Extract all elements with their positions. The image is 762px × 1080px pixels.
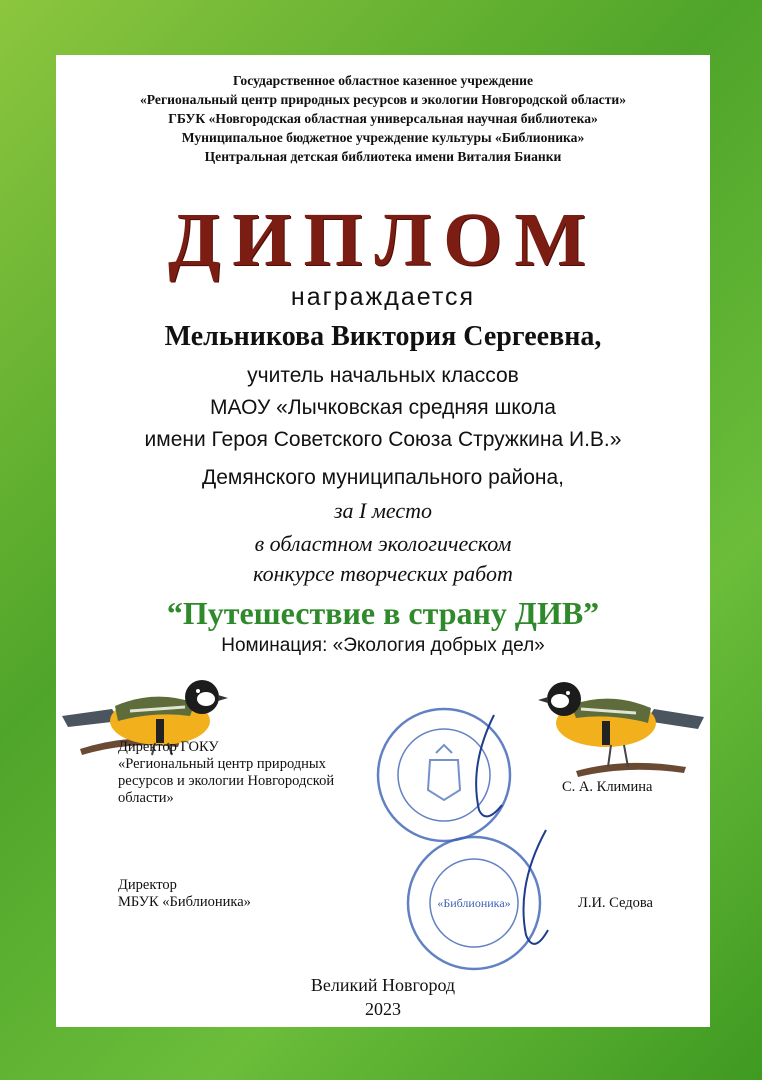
director-mbuk-title [118, 877, 251, 911]
nomination: Номинация: «Экология добрых дел» [221, 635, 545, 656]
signature-line: МБУК «Библионика» [118, 894, 251, 910]
awarded-label: награждается [290, 283, 476, 311]
director-gоku-title [118, 739, 334, 807]
titmouse-right-icon [536, 671, 706, 781]
signature-line: Директор [118, 877, 177, 893]
recipient-name: Мельникова Виктория Сергеевна, [164, 321, 602, 352]
signature-line: Директор ГОКУ [118, 739, 219, 755]
competition-line: в областном экологическом [254, 531, 512, 556]
contest-name: “Путешествие в страну ДИВ” [166, 595, 600, 631]
recipient-detail: имени Героя Советского Союза Стружкина И.В.» [144, 428, 622, 451]
signatory-name: С. А. Климина [562, 779, 653, 795]
signatory-name: Л.И. Седова [578, 895, 653, 911]
biblionika-stamp-icon [396, 825, 556, 975]
city: Великий Новгород [310, 975, 456, 995]
header-line: Государственное областное казенное учреждение [232, 73, 534, 88]
recipient-detail: учитель начальных классов [247, 364, 519, 387]
official-stamp-icon [374, 705, 514, 845]
header-line: «Региональный центр природных ресурсов и экологии Новгородской области» [139, 92, 627, 107]
stamp-text: «Библионика» [437, 896, 511, 910]
header-line: Муниципальное бюджетное учреждение культуры «Библионика» [181, 130, 585, 145]
signature-line: области» [118, 790, 174, 806]
diploma-title: ДИПЛОМ [168, 198, 598, 282]
signature-line: ресурсов и экологии Новгородской [118, 773, 335, 789]
header-line: ГБУК «Новгородская областная универсальная научная библиотека» [168, 111, 598, 126]
recipient-detail: Демянского муниципального района, [202, 466, 564, 489]
place-label: за I место [333, 498, 433, 523]
recipient-detail: МАОУ «Лычковская средняя школа [210, 396, 556, 419]
year: 2023 [365, 999, 401, 1019]
signature-line: «Региональный центр природных [118, 756, 326, 772]
diploma-sheet [56, 55, 710, 1027]
header-line: Центральная детская библиотека имени Виталия Бианки [204, 149, 562, 164]
competition-line: конкурсе творческих работ [253, 561, 513, 586]
